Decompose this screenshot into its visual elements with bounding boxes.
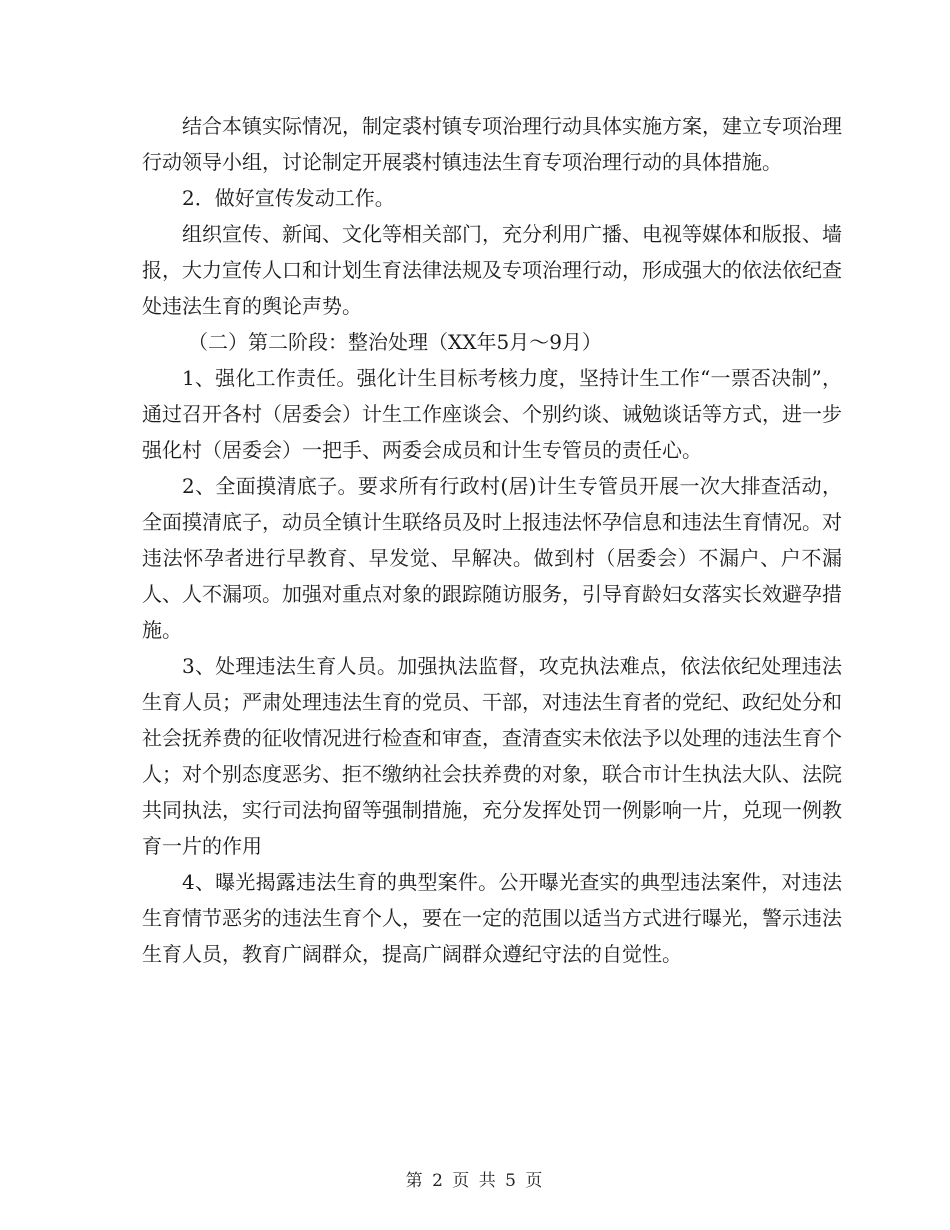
paragraph-publicity-heading: 2．做好宣传发动工作。 (182, 186, 395, 210)
page-footer: 第 2 页 共 5 页 (405, 1171, 545, 1191)
paragraph-handling-violations: 3、处理违法生育人员。加强执法监督，攻克执法难点，依法依纪处理违法生育人员；严肃处理违法生育的党员、干部，对违法生育者的党纪、政纪处分和社会抚养费的征收情况进行检查和审查，查清查实未依法予以处理的违法生育个人；对个别态度恶劣、拒不缴纳社会扶养费的对象，联合市计生执法大队、法院共同执法，实行司法拘留等强制措施，充分发挥处罚一例影响一片，兑现一例教育一片的作用 (142, 654, 842, 858)
paragraph-responsibility: 1、强化工作责任。强化计生目标考核力度，坚持计生工作“一票否决制”，通过召开各村（居委会）计生工作座谈会、个别约谈、诫勉谈话等方式，进一步强化村（居委会）一把手、两委会成员和计生专管员的责任心。 (142, 366, 842, 462)
paragraph-investigation: 2、全面摸清底子。要求所有行政村(居)计生专管员开展一次大排查活动，全面摸清底子，动员全镇计生联络员及时上报违法怀孕信息和违法生育情况。对违法怀孕者进行早教育、早发觉、早解决。做到村（居委会）不漏户、户不漏人、人不漏项。加强对重点对象的跟踪随访服务，引导育龄妇女落实长效避孕措施。 (142, 474, 842, 642)
document-body (142, 108, 842, 972)
paragraph-exposure: 4、曝光揭露违法生育的典型案件。公开曝光查实的典型违法案件，对违法生育情节恶劣的违法生育个人，要在一定的范围以适当方式进行曝光，警示违法生育人员，教育广阔群众，提高广阔群众遵纪守法的自觉性。 (142, 870, 842, 966)
section-heading-stage-two: （二）第二阶段：整治处理（XX年5月～9月） (188, 330, 602, 354)
paragraph-implementation-plan: 结合本镇实际情况，制定裘村镇专项治理行动具体实施方案，建立专项治理行动领导小组，讨论制定开展裘村镇违法生育专项治理行动的具体措施。 (142, 114, 842, 174)
paragraph-publicity-body: 组织宣传、新闻、文化等相关部门，充分利用广播、电视等媒体和版报、墙报，大力宣传人口和计划生育法律法规及专项治理行动，形成强大的依法依纪查处违法生育的舆论声势。 (142, 222, 842, 318)
